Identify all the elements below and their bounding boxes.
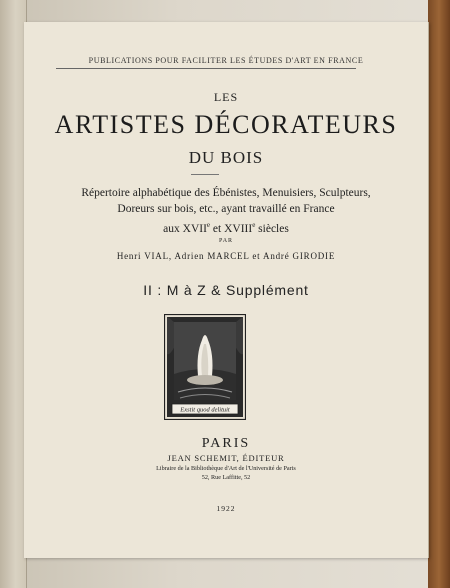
book-cover-edge: [428, 0, 450, 588]
imprint-address: 52, Rue Laffitte, 52: [201, 474, 251, 481]
authors: Henri VIAL, Adrien MARCEL et André GIRODIE: [116, 251, 336, 261]
page-title: ARTISTES DÉCORATEURS: [54, 110, 398, 139]
title-page: [24, 22, 429, 558]
subtitle: [24, 185, 428, 237]
title-article: LES: [213, 90, 239, 104]
volume-label: II : M à Z & Supplément: [143, 282, 309, 298]
by-label: PAR: [218, 238, 234, 244]
superscript-e-1: e: [206, 221, 211, 229]
imprint-library: Libraire de la Bibliothèque d'Art de l'Université de Paris: [156, 465, 296, 472]
facing-page-edge: [0, 0, 27, 588]
imprint-publisher: JEAN SCHEMIT, ÉDITEUR: [167, 453, 285, 463]
imprint-year: 1922: [216, 504, 236, 513]
superscript-e-2: e: [252, 221, 256, 229]
vignette-motto: Exstit quod delituit: [180, 406, 230, 414]
subtitle-line-2: Doreurs sur bois, etc., ayant travaillé en France: [117, 203, 335, 215]
subtitle-line-3-middle: et XVIII: [210, 222, 253, 235]
imprint-city: PARIS: [201, 436, 251, 451]
title-suffix: DU BOIS: [188, 148, 264, 167]
title-rule: [191, 174, 219, 175]
fountain-vignette-icon: [164, 314, 246, 420]
header-rule: [56, 68, 356, 69]
subtitle-line-3-end: siècles: [255, 222, 289, 235]
subtitle-line-3: [24, 217, 428, 237]
series-header: PUBLICATIONS POUR FACILITER LES ÉTUDES D'ART EN FRANCE: [88, 56, 364, 65]
subtitle-line-1: Répertoire alphabétique des Ébénistes, Menuisiers, Sculpteurs,: [81, 187, 371, 199]
subtitle-line-3-start: aux XVII: [163, 222, 207, 235]
